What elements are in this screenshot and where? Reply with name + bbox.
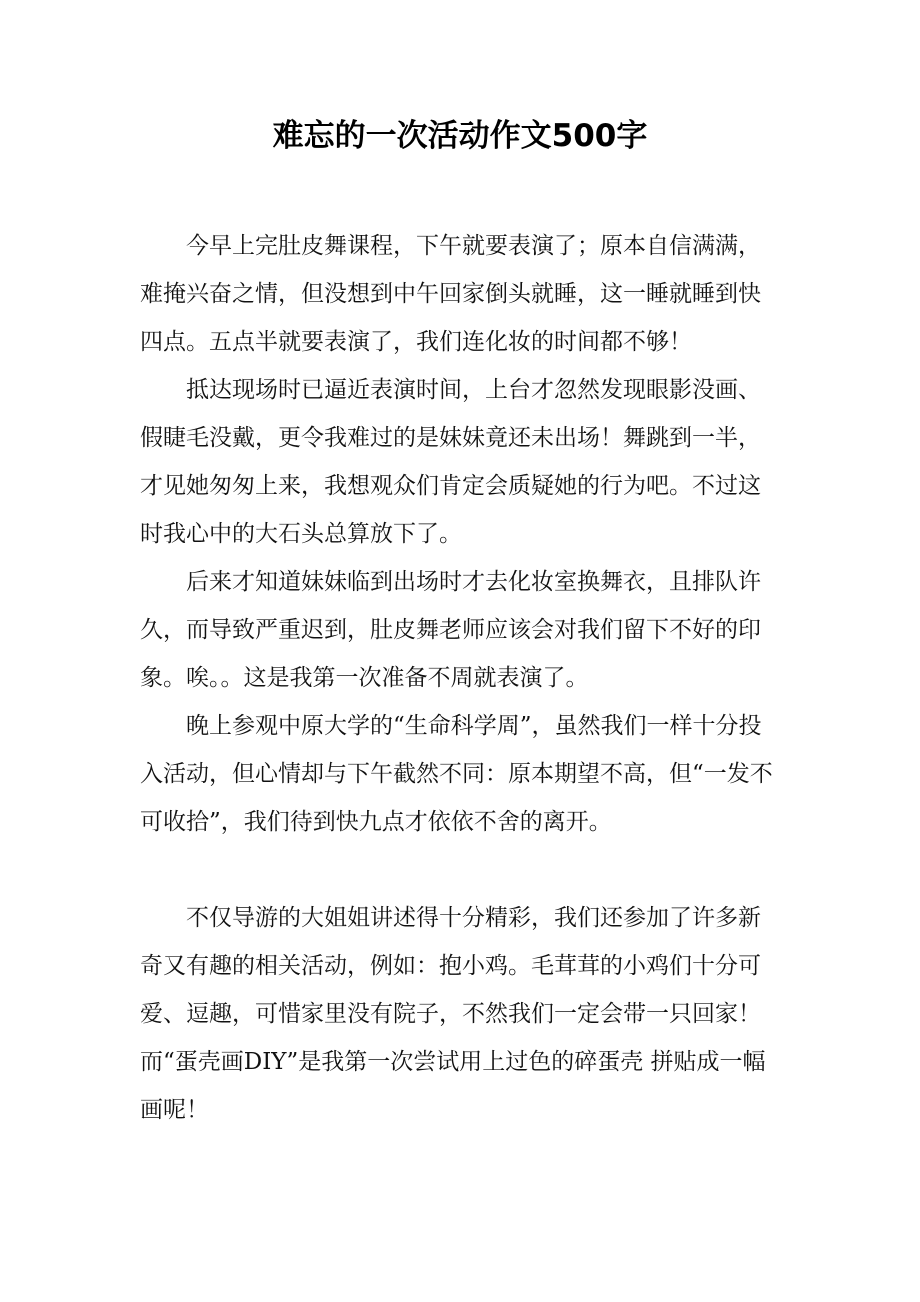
paragraph-5: 不仅导游的大姐姐讲述得十分精彩，我们还参加了许多新奇又有趣的相关活动，例如：抱小鸡。毛茸茸的小鸡们十分可爱、逗趣，可惜家里没有院子，不然我们一定会带一只回家！而“蛋壳画DIY”是我第一次尝试用上过色的碎蛋壳 拼贴成一幅画呢！ — [140, 905, 766, 1123]
paragraph-4: 晚上参观中原大学的“生命科学周”，虽然我们一样十分投入活动，但心情却与下午截然不同：原本期望不高，但“一发不可收拾”，我们待到快九点才依依不舍的离开。 — [140, 713, 773, 835]
paragraph-3: 后来才知道妹妹临到出场时才去化妆室换舞衣，且排队许久，而导致严重迟到，肚皮舞老师应该会对我们留下不好的印象。唉。。这是我第一次准备不周就表演了。 — [140, 569, 761, 691]
document-body — [140, 222, 780, 1134]
paragraph-1: 今早上完肚皮舞课程，下午就要表演了；原本自信满满，难掩兴奋之情，但没想到中午回家倒头就睡，这一睡就睡到快四点。五点半就要表演了，我们连化妆的时间都不够！ — [140, 233, 761, 355]
paragraph-2: 抵达现场时已逼近表演时间，上台才忽然发现眼影没画、假睫毛没戴，更令我难过的是妹妹竟还未出场！舞跳到一半，才见她匆匆上来，我想观众们肯定会质疑她的行为吧。不过这时我心中的大石头总算放下了。 — [140, 377, 761, 547]
paragraph-spacer — [140, 846, 780, 894]
document-title: 难忘的一次活动作文500字 — [272, 118, 648, 154]
